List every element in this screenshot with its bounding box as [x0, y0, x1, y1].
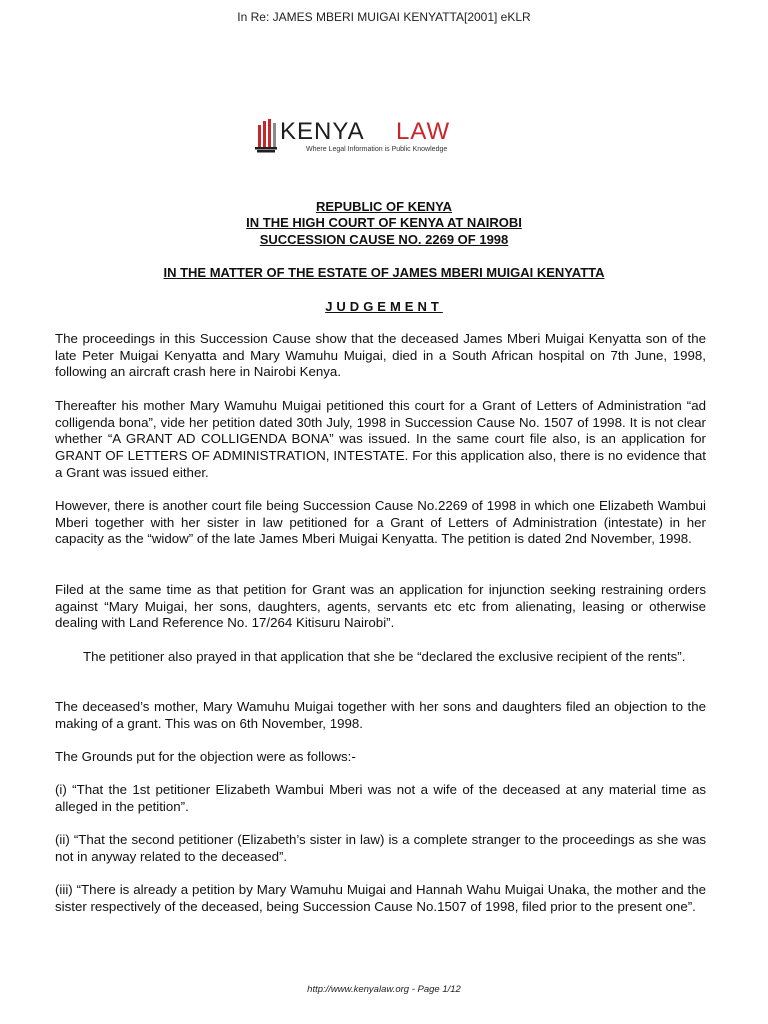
paragraph: The proceedings in this Succession Cause show that the deceased James Mberi Muigai Kenyatta son of the late Peter Muigai Kenyatta and Mary Wamuhu Muigai, died in a South African hospital on 7th June, 1998, following an aircraft crash here in Nairobi Kenya.	[55, 331, 706, 380]
brand-kenya: KENYA	[280, 118, 365, 145]
paragraph: The deceased’s mother, Mary Wamuhu Muigai together with her sons and daughters filed an objection to the making of a grant. This was on 6th November, 1998.	[55, 699, 706, 731]
paragraph: Thereafter his mother Mary Wamuhu Muigai petitioned this court for a Grant of Letters of Administration “ad colligenda bona”, vide her petition dated 30th July, 1998 in Succession Cause No. 1507 of 1998. It is not clear whether “A GRANT AD COLLIGENDA BONA” was issued. In the same court file also, is an application for GRANT OF LETTERS OF ADMINISTRATION, INTESTATE. For this application also, there is no evidence that a Grant was issued either.	[55, 398, 706, 480]
heading-court: IN THE HIGH COURT OF KENYA AT NAIROBI	[246, 215, 522, 230]
paragraph: (iii) “There is already a petition by Mary Wamuhu Muigai and Hannah Wahu Muigai Unaka, the mother and the sister respectively of the deceased, being Succession Cause No.1507 of 1998, filed prior to the present one”.	[55, 882, 706, 914]
heading-judgement: JUDGEMENT	[325, 299, 443, 314]
paragraph: The petitioner also prayed in that application that she be “declared the exclusive recipient of the rents”.	[83, 649, 686, 664]
paragraph: The Grounds put for the objection were as follows:-	[55, 749, 356, 764]
paragraph: (i) “That the 1st petitioner Elizabeth Wambui Mberi was not a wife of the deceased at any material time as alleged in the petition”.	[55, 782, 706, 814]
pillars-icon	[254, 117, 278, 155]
kenya-law-logo	[254, 117, 469, 157]
paragraph: (ii) “That the second petitioner (Elizabeth’s sister in law) is a complete stranger to the proceedings as she was not in anyway related to the deceased”.	[55, 832, 706, 864]
page-footer: http://www.kenyalaw.org - Page 1/12	[307, 984, 461, 995]
logo-tagline: Where Legal Information is Public Knowledge	[306, 146, 448, 153]
brand-law: LAW	[396, 118, 451, 145]
heading-matter: IN THE MATTER OF THE ESTATE OF JAMES MBERI MUIGAI KENYATTA	[163, 265, 605, 280]
paragraph: However, there is another court file being Succession Cause No.2269 of 1998 in which one Elizabeth Wambui Mberi together with her sister in law petitioned for a Grant of Letters of Administration (intestate) in her capacity as the “widow” of the late James Mberi Muigai Kenyatta. The petition is dated 2nd November, 1998.	[55, 498, 706, 547]
heading-cause: SUCCESSION CAUSE NO. 2269 OF 1998	[259, 232, 509, 247]
heading-republic: REPUBLIC OF KENYA	[315, 199, 453, 214]
paragraph: Filed at the same time as that petition for Grant was an application for injunction seeking restraining orders against “Mary Muigai, her sons, daughters, agents, servants etc etc from alienating, leasing or otherwise dealing with Land Reference No. 17/264 Kitisuru Nairobi”.	[55, 582, 706, 631]
page-header: In Re: JAMES MBERI MUIGAI KENYATTA[2001] eKLR	[237, 10, 531, 24]
